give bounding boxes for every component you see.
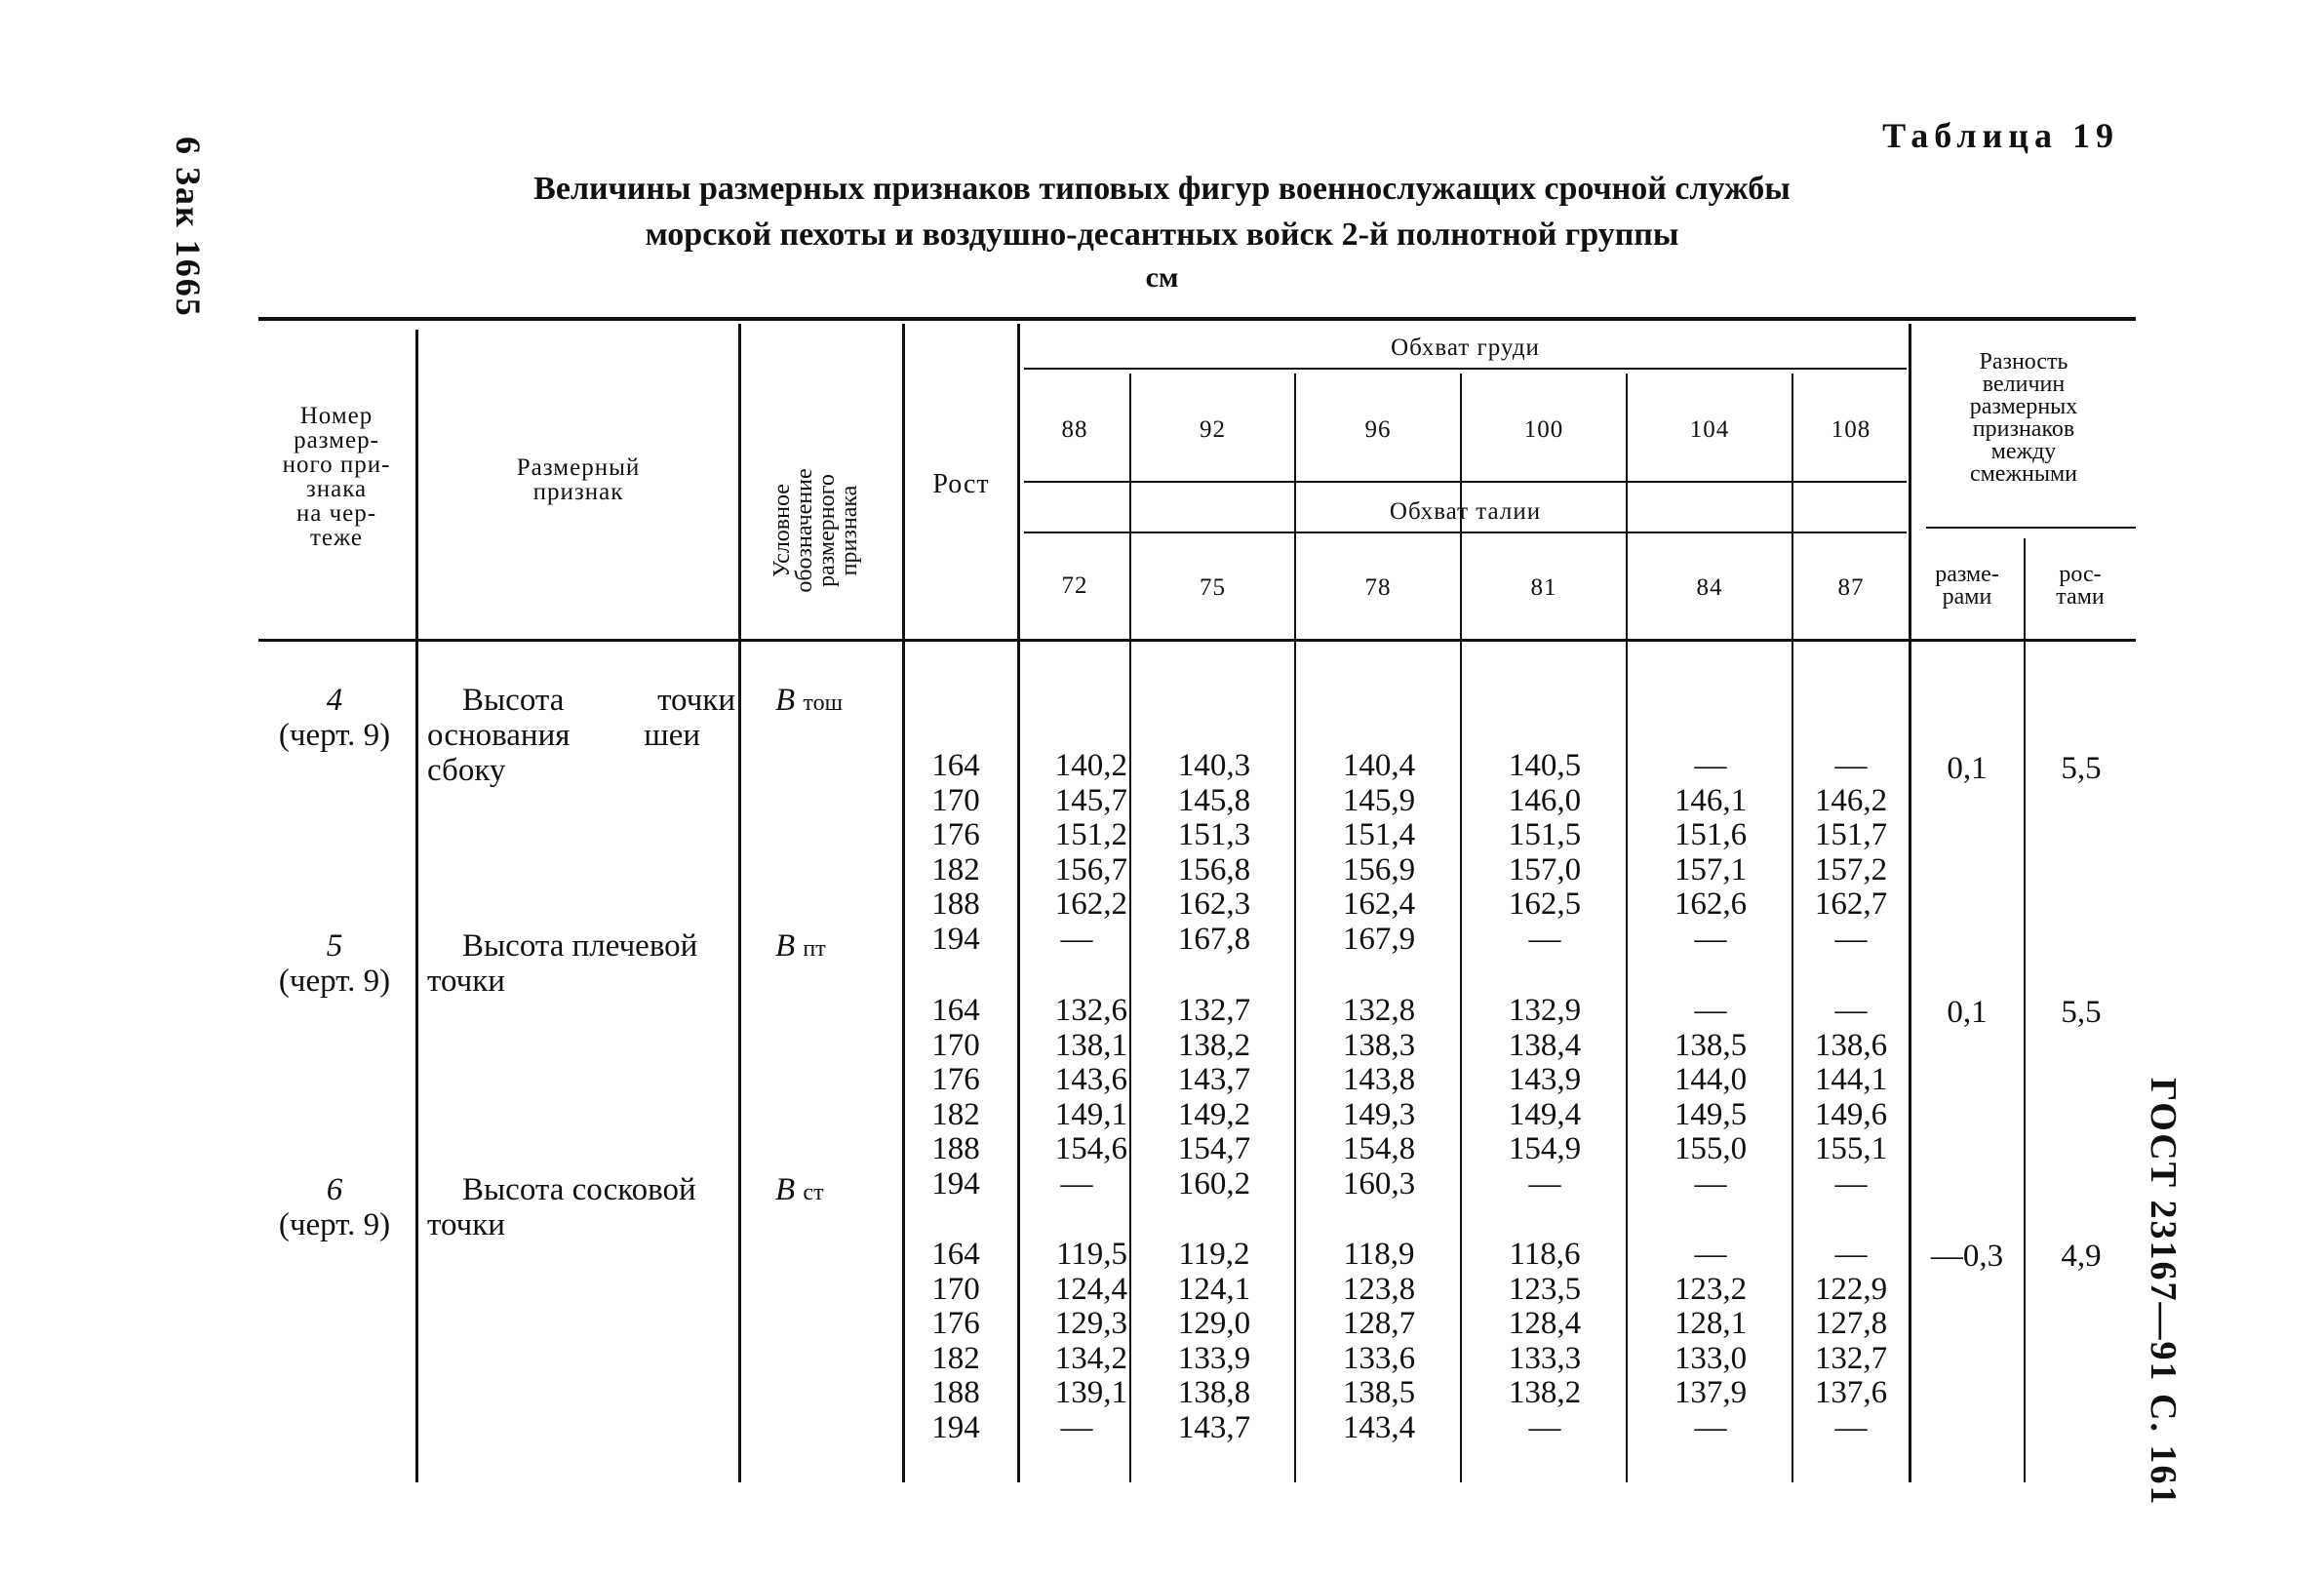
value-column: 140,5 146,0 151,5 157,0 162,5 — [1508, 748, 1582, 957]
header-diff-by-size: разме- рами [1935, 562, 1999, 610]
row-symbol: В пт [775, 928, 826, 964]
height-values: 164 170 176 182 188 194 [931, 1237, 980, 1445]
table-top-rule [258, 317, 2136, 321]
header-diff-label: Разность величин размерных признаков между смежными [1969, 349, 2078, 487]
diff-by-size-value: —0,3 [1930, 1239, 2004, 1274]
waist-value: 78 [1364, 574, 1392, 601]
value-column: 118,6 123,5 128,4 133,3 138,2 — [1508, 1237, 1582, 1445]
col-divider [738, 324, 741, 1482]
table-label: Таблица 19 [1882, 116, 2119, 155]
header-rule [1926, 527, 2136, 529]
col-divider [1129, 374, 1131, 1482]
diff-by-height-value: 4,9 [2061, 1239, 2102, 1274]
value-column: 140,3 145,8 151,3 156,8 162,3 167,8 [1177, 748, 1251, 957]
chest-value: 96 [1364, 416, 1392, 443]
header-symbol-col: Условное обозначение размерного признака [769, 468, 862, 593]
chest-value: 104 [1689, 416, 1730, 443]
diff-by-size-value: 0,1 [1947, 995, 1988, 1030]
col-divider [1626, 374, 1628, 1482]
col-divider [1294, 374, 1296, 1482]
chest-value: 88 [1061, 416, 1088, 443]
row-feature: Высота сосковой точки [427, 1172, 696, 1242]
row-feature: Высота плечевой точки [427, 928, 698, 999]
header-feature-col: Размерный признак [516, 454, 641, 505]
waist-value: 84 [1696, 574, 1723, 601]
value-column: 140,2 145,7 151,2 156,7 162,2 — [1054, 748, 1127, 957]
side-caption-right: ГОСТ 23167—91 С. 161 [2143, 1078, 2184, 1507]
header-number-col: Номер размер- ного при- знака на чер- теже [282, 403, 391, 551]
diff-by-size-value: 0,1 [1947, 751, 1988, 786]
units-label: см [1145, 261, 1179, 294]
waist-value: 87 [1837, 574, 1865, 601]
value-column: — 146,1 151,6 157,1 162,6 — [1674, 748, 1748, 957]
value-column: 119,5 124,4 129,3 134,2 139,1 — [1054, 1237, 1127, 1445]
header-chest-label: Обхват груди [1391, 335, 1540, 361]
value-column: 140,4 145,9 151,4 156,9 162,4 167,9 [1342, 748, 1416, 957]
col-divider [415, 330, 418, 1482]
row-number: 4 (черт. 9) [278, 683, 391, 753]
value-column: — 122,9 127,8 132,7 137,6 — [1814, 1237, 1888, 1445]
value-column: — 138,5 144,0 149,5 155,0 — [1674, 993, 1748, 1202]
col-divider [1909, 324, 1911, 1482]
header-bottom-rule [258, 639, 2136, 642]
value-column: — 146,2 151,7 157,2 162,7 — [1814, 748, 1888, 957]
side-caption-left: 6 Зак 1665 [169, 137, 208, 318]
value-column: 132,6 138,1 143,6 149,1 154,6 — [1054, 993, 1127, 1202]
col-divider [1792, 374, 1793, 1482]
chest-value: 100 [1523, 416, 1564, 443]
header-diff-by-height: рос- тами [2056, 562, 2105, 610]
row-symbol: В тош [775, 683, 844, 718]
waist-value: 81 [1530, 574, 1557, 601]
waist-value: 72 [1061, 572, 1088, 599]
value-column: 132,7 138,2 143,7 149,2 154,7 160,2 [1177, 993, 1251, 1202]
value-column: 132,8 138,3 143,8 149,3 154,8 160,3 [1342, 993, 1416, 1202]
row-number: 6 (черт. 9) [278, 1172, 391, 1242]
header-waist-label: Обхват талии [1389, 498, 1542, 525]
chest-value: 108 [1831, 416, 1871, 443]
header-height-col: Рост [932, 469, 990, 499]
height-values: 164 170 176 182 188 194 [931, 748, 980, 957]
table-title-line2: морской пехоты и воздушно-десантных войск 2-й полнотной группы [645, 217, 1679, 253]
col-divider [902, 324, 905, 1482]
value-column: — 123,2 128,1 133,0 137,9 — [1674, 1237, 1748, 1445]
table-title-line1: Величины размерных признаков типовых фигур военнослужащих срочной службы [533, 171, 1791, 207]
waist-value: 75 [1200, 574, 1226, 601]
diff-by-height-value: 5,5 [2061, 995, 2102, 1030]
row-feature: Высота точки основания шеи сбоку [427, 683, 735, 788]
row-symbol: В ст [775, 1172, 824, 1207]
diff-by-height-value: 5,5 [2061, 751, 2102, 786]
value-column: 119,2 124,1 129,0 133,9 138,8 143,7 [1177, 1237, 1251, 1445]
header-rule [1024, 532, 1907, 533]
height-values: 164 170 176 182 188 194 [931, 993, 980, 1202]
value-column: 118,9 123,8 128,7 133,6 138,5 143,4 [1342, 1237, 1416, 1445]
col-divider [1460, 374, 1462, 1482]
value-column: — 138,6 144,1 149,6 155,1 — [1814, 993, 1888, 1202]
chest-value: 92 [1200, 416, 1226, 443]
header-rule [1024, 368, 1907, 370]
col-divider [1017, 324, 1020, 1482]
row-number: 5 (черт. 9) [278, 928, 391, 999]
header-rule [1024, 481, 1907, 483]
col-divider [2024, 538, 2026, 1482]
value-column: 132,9 138,4 143,9 149,4 154,9 — [1508, 993, 1582, 1202]
